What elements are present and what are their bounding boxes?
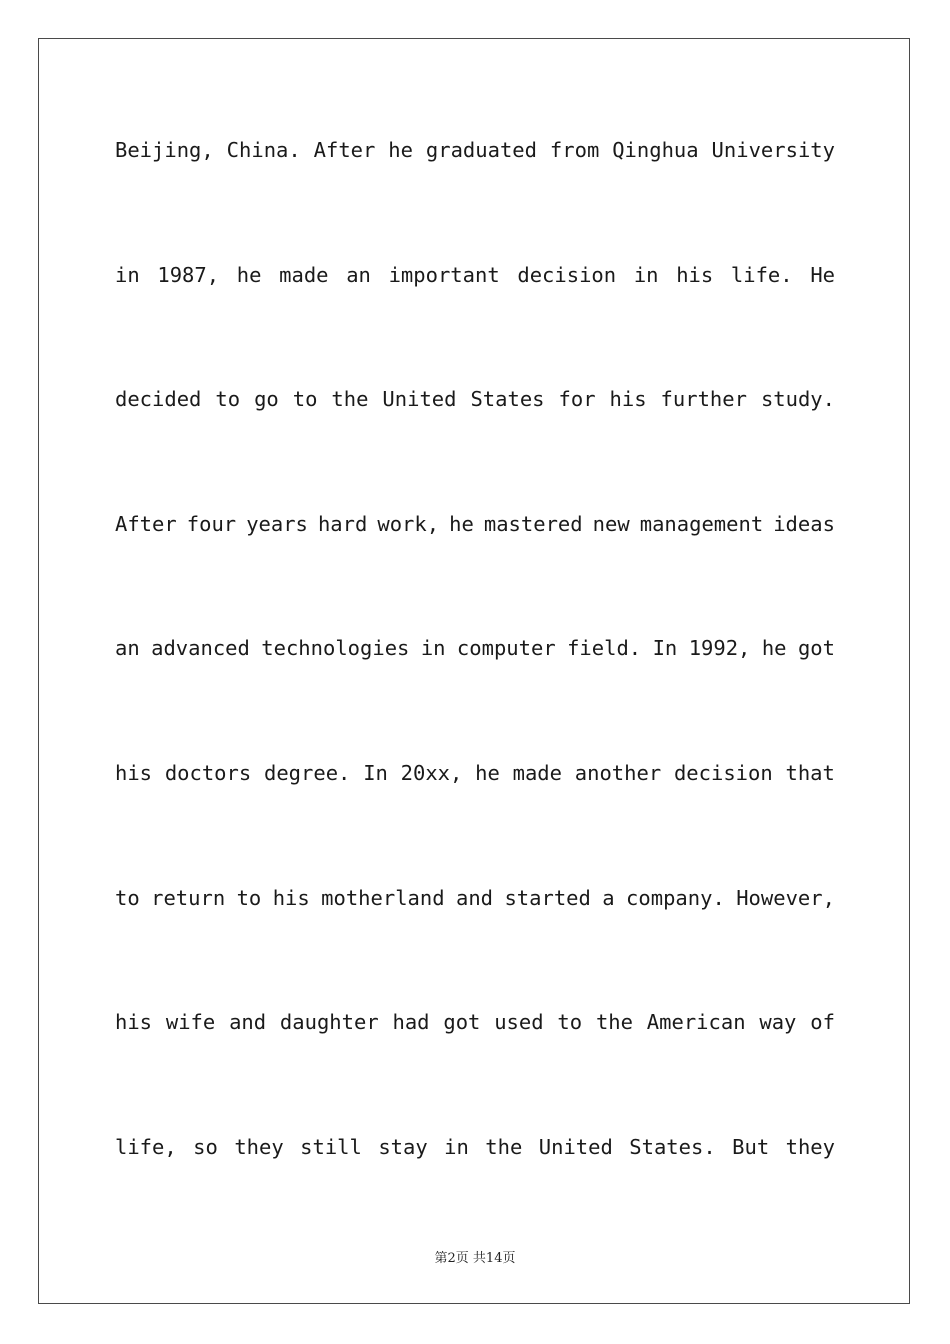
word: that (785, 760, 835, 785)
word: still (300, 1134, 362, 1159)
word: 20xx, (400, 760, 463, 785)
word: he (761, 636, 787, 661)
word: company. (626, 885, 725, 910)
word: daughter (279, 1010, 379, 1035)
word: to (236, 885, 262, 910)
text-line (115, 746, 835, 871)
word: But (732, 1134, 770, 1159)
word: they (234, 1134, 284, 1159)
word: American (646, 1010, 746, 1035)
word: made (512, 760, 562, 785)
text-line (115, 621, 835, 746)
page-number-footer: 第2页 共14页 (434, 1251, 516, 1266)
word: mastered (483, 511, 583, 536)
word: got (443, 1010, 481, 1035)
word: made (279, 262, 329, 287)
word: to (557, 1010, 583, 1035)
word: motherland (321, 885, 445, 910)
word: 1987, (157, 262, 220, 287)
word: for (558, 387, 596, 412)
word: new (592, 511, 630, 536)
word: decided (115, 387, 202, 412)
word: a (602, 885, 615, 910)
word: stay (378, 1134, 428, 1159)
word: 1992, (688, 636, 751, 661)
word: University (711, 138, 835, 162)
word: started (504, 885, 591, 910)
word: so (193, 1134, 218, 1159)
word: his (676, 262, 714, 287)
word: in (420, 636, 446, 661)
word: In (363, 760, 388, 785)
word: his (609, 387, 647, 412)
word: further (660, 387, 747, 412)
text-line (115, 248, 835, 373)
word: from (549, 138, 600, 162)
text-line (115, 995, 835, 1120)
word: After (313, 138, 376, 162)
word: technologies (261, 636, 410, 661)
word: States. (629, 1134, 716, 1159)
text-line (115, 497, 835, 622)
word: years (246, 511, 308, 536)
word: an (115, 636, 140, 661)
word: ideas (773, 511, 835, 536)
word: work, (377, 511, 440, 536)
word: In (652, 636, 678, 661)
text-line (115, 871, 835, 996)
word: he (449, 511, 474, 536)
word: in (444, 1134, 469, 1159)
word: the (331, 387, 369, 412)
word: and (456, 885, 494, 910)
word: he (475, 760, 500, 785)
word: he (236, 262, 262, 287)
word: Qinghua (612, 138, 699, 162)
word: graduated (425, 138, 537, 162)
word: in (633, 262, 659, 287)
word: he (388, 138, 413, 162)
word: way (759, 1010, 797, 1035)
word: and (229, 1010, 267, 1035)
word: decision (673, 760, 773, 785)
body-text (115, 123, 835, 1244)
word: they (785, 1134, 835, 1159)
word: had (392, 1010, 430, 1035)
word: his (272, 885, 310, 910)
word: After (115, 511, 177, 536)
word: an (346, 262, 371, 287)
word: United (538, 1134, 613, 1159)
word: of (810, 1010, 835, 1035)
word: return (151, 885, 226, 910)
word: the (485, 1134, 523, 1159)
text-line (115, 123, 835, 248)
word: four (186, 511, 237, 536)
word: However, (736, 885, 835, 910)
word: hard (317, 511, 368, 536)
text-line (115, 1120, 835, 1245)
word: Beijing, (115, 138, 214, 162)
word: go (254, 387, 279, 412)
word: important (388, 262, 500, 287)
word: doctors (164, 760, 252, 785)
word: to (115, 885, 140, 910)
text-line (115, 372, 835, 497)
word: advanced (151, 636, 250, 661)
word: used (494, 1010, 544, 1035)
word: life, (115, 1134, 177, 1159)
word: decision (517, 262, 617, 287)
word: life. (730, 262, 793, 287)
word: wife (165, 1010, 216, 1035)
word: United (382, 387, 457, 412)
word: got (797, 636, 835, 661)
word: his (115, 1010, 153, 1035)
word: to (215, 387, 241, 412)
word: his (115, 760, 153, 785)
word: another (574, 760, 662, 785)
word: in (115, 262, 140, 287)
word: field. (567, 636, 642, 661)
word: He (810, 262, 835, 287)
word: study. (760, 387, 835, 412)
word: degree. (264, 760, 351, 785)
word: States (470, 387, 545, 412)
word: the (595, 1010, 633, 1035)
word: management (639, 511, 764, 536)
word: China. (226, 138, 301, 162)
word: to (292, 387, 318, 412)
word: computer (456, 636, 556, 661)
